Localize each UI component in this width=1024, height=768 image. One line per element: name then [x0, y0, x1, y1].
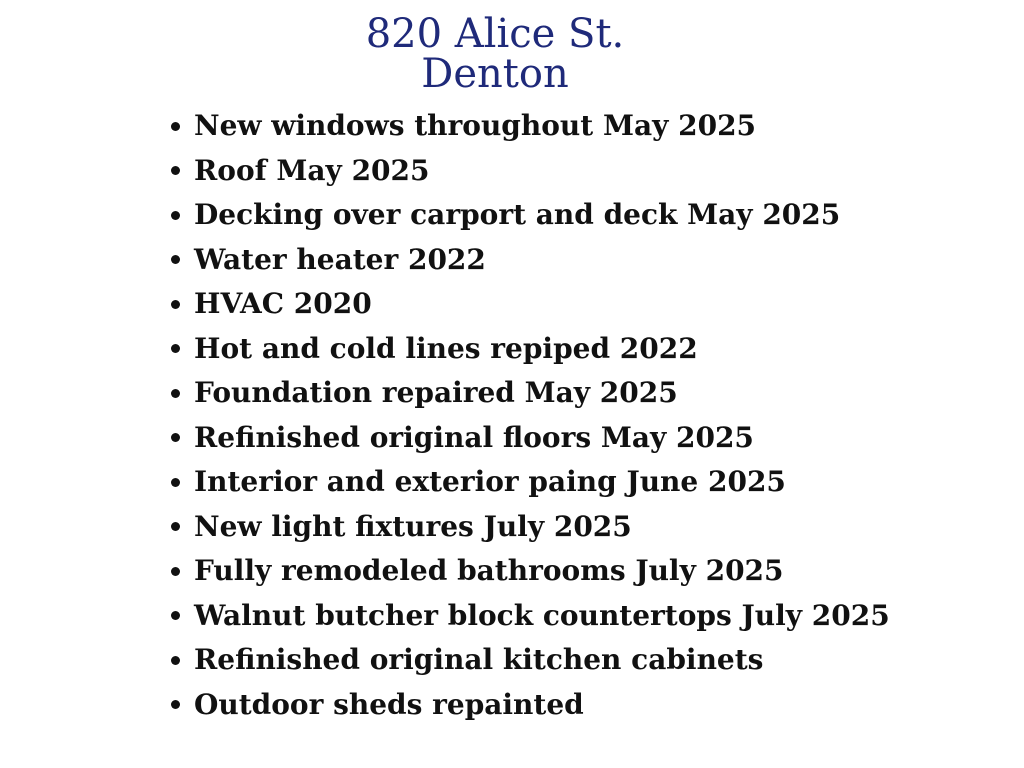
list-item [166, 327, 890, 372]
bullet-icon [168, 149, 182, 194]
bullet-icon [168, 193, 182, 238]
list-item [166, 416, 890, 461]
list-item [166, 193, 890, 238]
list-item [166, 282, 890, 327]
list-item-text: Interior and exterior paing June 2025 [194, 465, 786, 498]
bullet-icon [168, 638, 182, 683]
list-item [166, 238, 890, 283]
list-item [166, 549, 890, 594]
list-item [166, 104, 890, 149]
list-item [166, 149, 890, 194]
bullet-icon [168, 104, 182, 149]
bullet-icon [168, 549, 182, 594]
list-item-text: Fully remodeled bathrooms July 2025 [194, 554, 784, 587]
bullet-icon [168, 505, 182, 550]
list-item-text: Outdoor sheds repainted [194, 687, 584, 721]
list-item [166, 505, 890, 550]
list-item [166, 594, 890, 639]
list-item [166, 683, 890, 728]
list-item-text: Roof May 2025 [194, 153, 430, 187]
bullet-icon [168, 460, 182, 505]
list-item-text: Foundation repaired May 2025 [194, 376, 678, 409]
features-list [166, 104, 890, 727]
title-city: Denton [421, 51, 569, 97]
bullet-icon [168, 594, 182, 639]
list-item-text: Walnut butcher block countertops July 2025 [194, 598, 890, 632]
list-item-text: Water heater 2022 [194, 242, 486, 276]
bullet-icon [168, 371, 182, 416]
list-item-text: Refinished original floors May 2025 [194, 420, 754, 454]
list-item-text: Refinished original kitchen cabinets [194, 643, 764, 676]
list-item-text: HVAC 2020 [194, 287, 372, 320]
list-item [166, 460, 890, 505]
list-item-text: Decking over carport and deck May 2025 [194, 198, 841, 231]
bullet-icon [168, 416, 182, 461]
title-address: 820 Alice St. [365, 11, 625, 57]
list-item [166, 371, 890, 416]
list-item [166, 638, 890, 683]
list-item-text: New light fixtures July 2025 [194, 509, 632, 543]
bullet-icon [168, 282, 182, 327]
bullet-icon [168, 683, 182, 728]
list-item-text: New windows throughout May 2025 [194, 109, 757, 142]
list-item-text: Hot and cold lines repiped 2022 [194, 331, 698, 365]
bullet-icon [168, 238, 182, 283]
page-title [0, 11, 990, 97]
bullet-icon [168, 327, 182, 372]
